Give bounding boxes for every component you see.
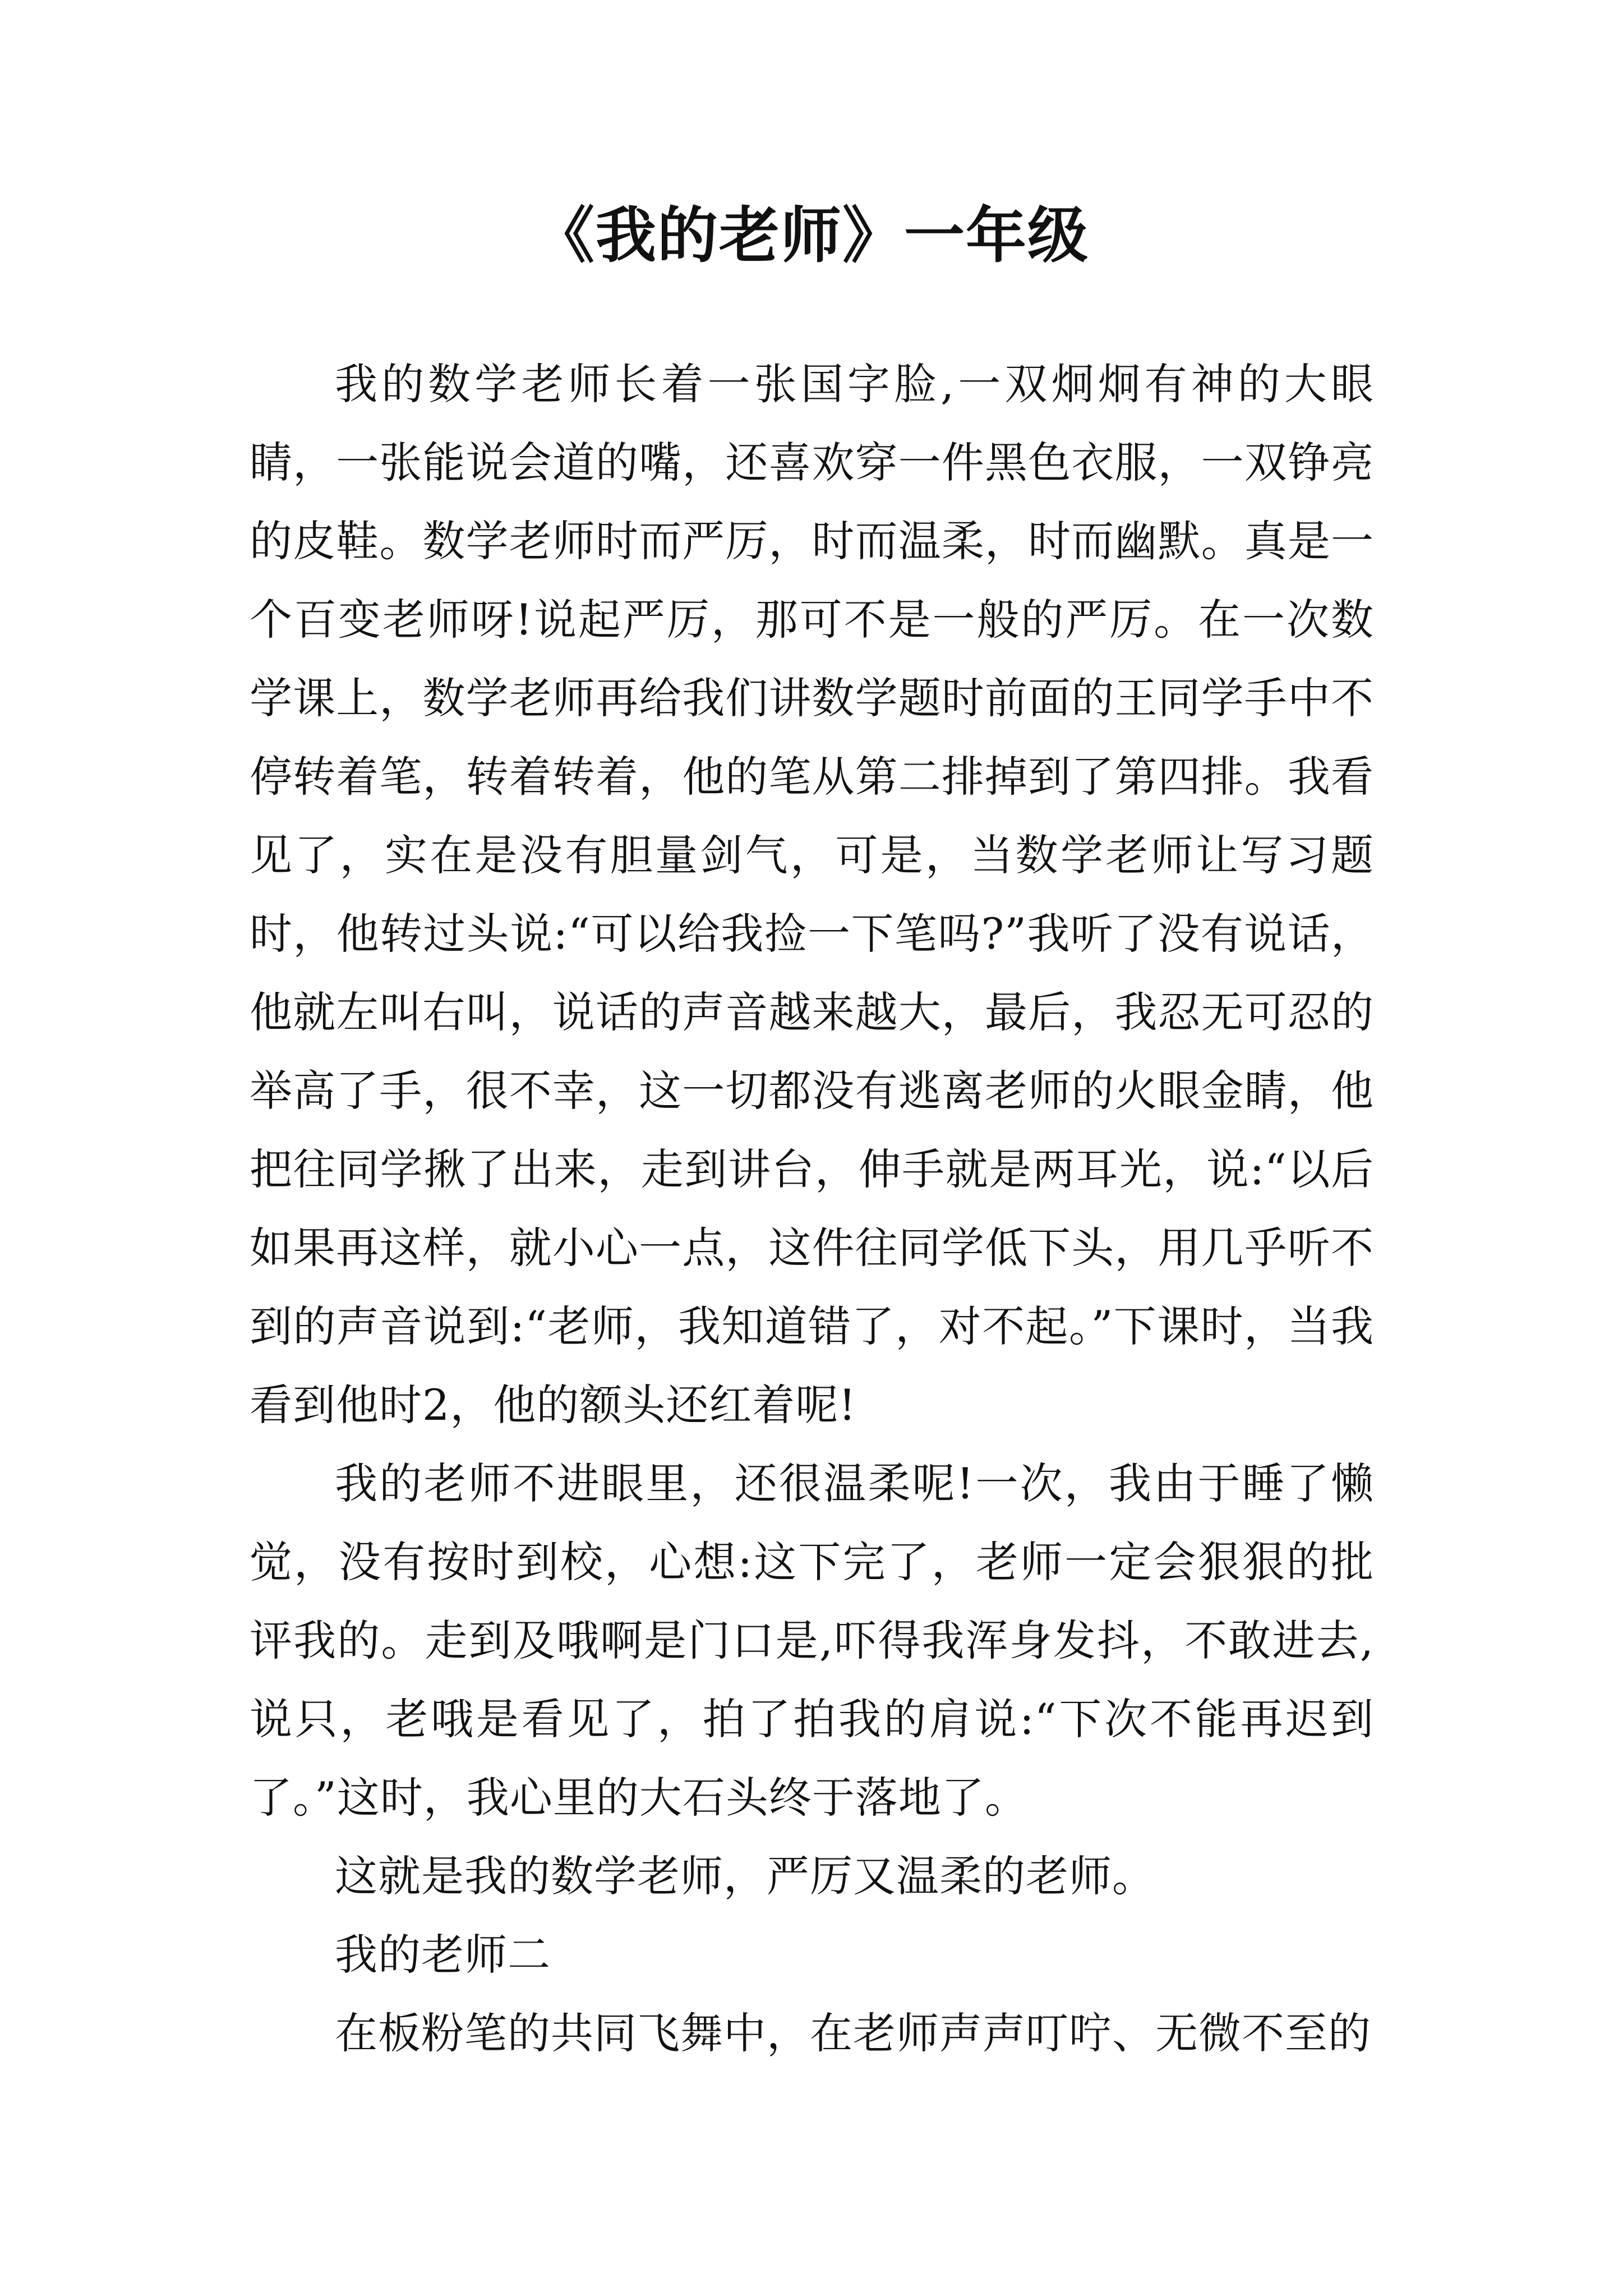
- paragraph-5: 在板粉笔的共同飞舞中，在老师声声叮咛、无微不至的: [335, 2008, 1371, 2058]
- paragraph-2: 我的老师不进眼里，还很温柔呢!一次，我由于睡了懒觉，没有按时到校，心想:这下完了，老师一定会狠狠的批评我的。走到及哦啊是门口是,吓得我浑身发抖，不敢进去,说只，老哦是看见了，拍了拍我的肩说:“下次不能再迟到了。”这时，我心里的大石头终于落地了。: [250, 1458, 1374, 1823]
- section-heading-teacher-two: 我的老师二: [335, 1930, 551, 1980]
- paragraph-3: 这就是我的数学老师，严厉又温柔的老师。: [335, 1851, 1155, 1901]
- document-body: [250, 345, 1374, 2073]
- document-title: 《我的老师》一年级: [533, 200, 1089, 271]
- paragraph-1: 我的数学老师长着一张国字脸,一双炯炯有神的大眼睛，一张能说会道的嘴，还喜欢穿一件黑色衣服，一双铮亮的皮鞋。数学老师时而严厉，时而温柔，时而幽默。真是一个百变老师呀!说起严厉，那可不是一般的严厉。在一次数学课上，数学老师再给我们讲数学题时前面的王同学手中不停转着笔，转着转着，他的笔从第二排掉到了第四排。我看见了，实在是没有胆量剑气，可是，当数学老师让写习题时，他转过头说:“可以给我捡一下笔吗?”我听了没有说话，他就左叫右叫，说话的声音越来越大，最后，我忍无可忍的举高了手，很不幸，这一切都没有逃离老师的火眼金睛，他把往同学揪了出来，走到讲台，伸手就是两耳光，说:“以后如果再这样，就小心一点，这件往同学低下头，用几乎听不到的声音说到:“老师，我知道错了，对不起。”下课时，当我看到他时2，他的额头还红着呢!: [250, 359, 1374, 1430]
